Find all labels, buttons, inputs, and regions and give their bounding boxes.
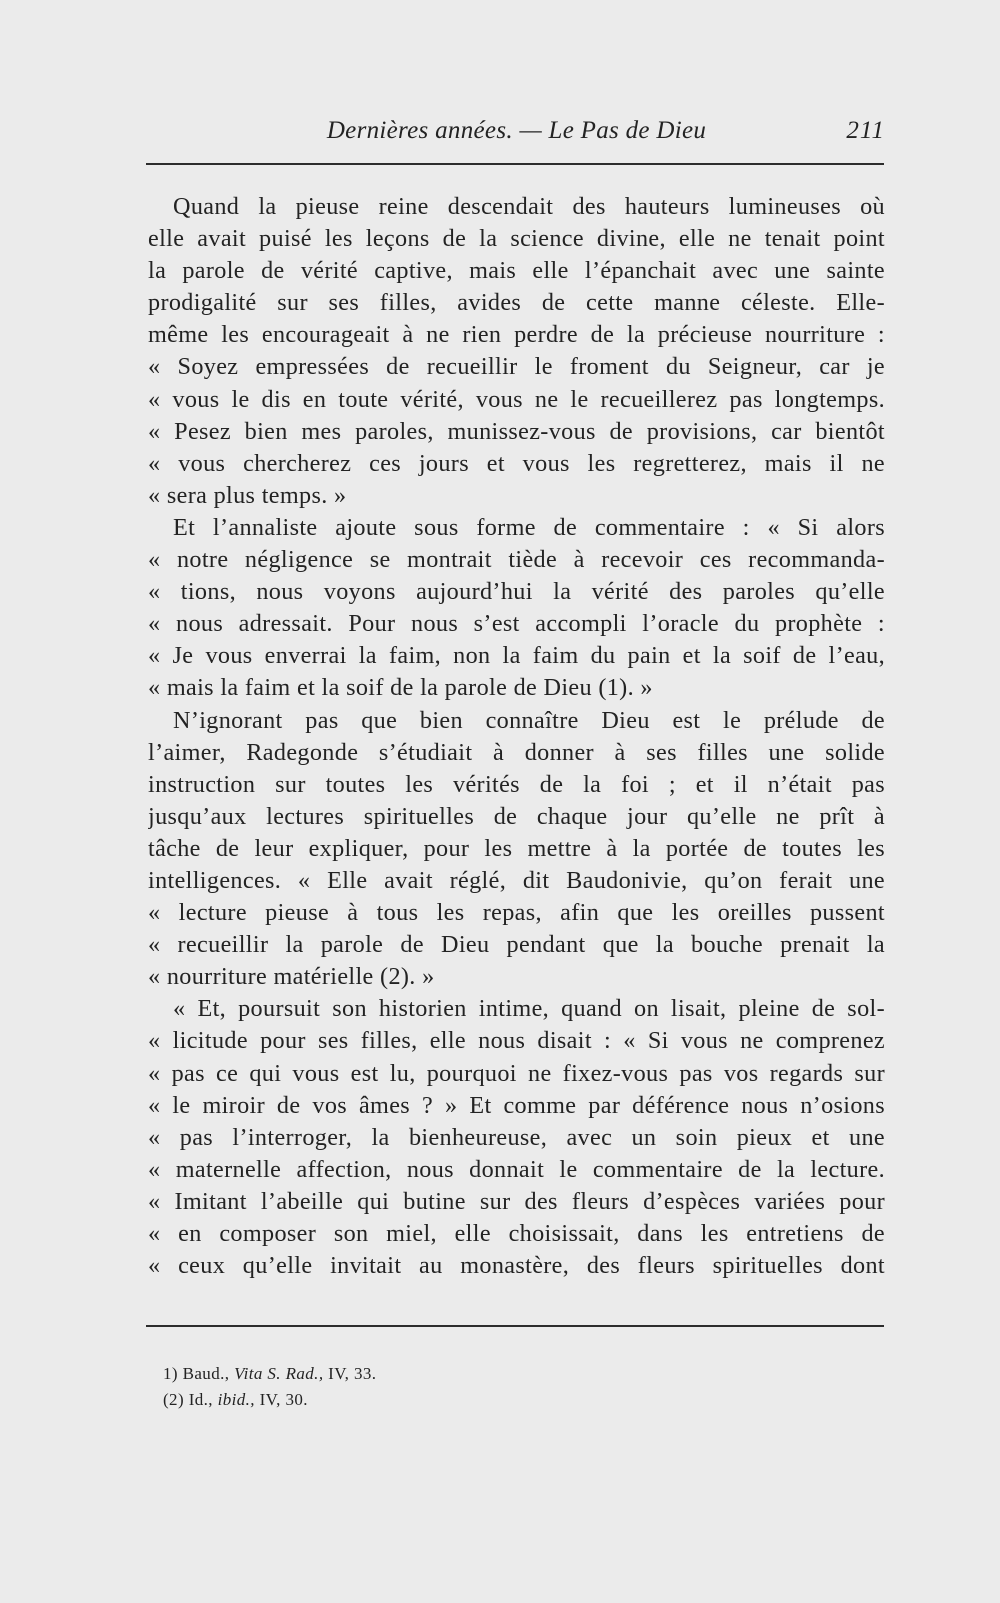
text-line: « pas ce qui vous est lu, pourquoi ne fixez-vous pas vos regards sur xyxy=(148,1059,885,1087)
footnote-work: ibid., xyxy=(217,1390,255,1409)
running-title: Dernières années. — Le Pas de Dieu xyxy=(326,117,707,144)
text-line: « le miroir de vos âmes ? » Et comme par déférence nous n’osions xyxy=(148,1091,885,1119)
text-line: « nourriture matérielle (2). » xyxy=(148,963,435,991)
text-line: tâche de leur expliquer, pour les mettre à la portée de toutes les xyxy=(148,834,885,862)
text-line: « en composer son miel, elle choisissait, dans les entretiens de xyxy=(148,1220,885,1247)
text-line: « vous chercherez ces jours et vous les regretterez, mais il ne xyxy=(148,449,885,477)
footnote-marker: 1) xyxy=(163,1364,178,1383)
header-rule xyxy=(146,163,884,165)
text-line: « ceux qu’elle invitait au monastère, des fleurs spirituelles dont xyxy=(148,1252,885,1280)
footnote xyxy=(163,1387,376,1413)
text-line: « vous le dis en toute vérité, vous ne le recueillerez pas longtemps. xyxy=(148,385,885,413)
footnote-work: Vita S. Rad., xyxy=(234,1364,324,1383)
text-line: Quand la pieuse reine descendait des hauteurs lumineuses où xyxy=(173,193,885,220)
running-head xyxy=(148,114,885,150)
footnote-ref: IV, 30. xyxy=(259,1390,308,1409)
text-line: jusqu’aux lectures spirituelles de chaque jour qu’elle ne prît à xyxy=(148,802,885,830)
text-line: « notre négligence se montrait tiède à recevoir ces recommanda- xyxy=(148,546,885,574)
text-line: « sera plus temps. » xyxy=(148,481,347,509)
text-line: l’aimer, Radegonde s’étudiait à donner à ses filles une solide xyxy=(148,738,885,766)
text-line: « maternelle affection, nous donnait le commentaire de la lecture. xyxy=(148,1155,885,1183)
text-line: « licitude pour ses filles, elle nous disait : « Si vous ne comprenez xyxy=(148,1027,885,1055)
text-line: même les encourageait à ne rien perdre de la précieuse nourriture : xyxy=(148,321,885,349)
text-line: la parole de vérité captive, mais elle l’épanchait avec une sainte xyxy=(148,257,885,285)
footnote-marker: (2) xyxy=(163,1390,185,1409)
footnote-ref: IV, 33. xyxy=(328,1364,377,1383)
text-line: elle avait puisé les leçons de la science divine, elle ne tenait point xyxy=(148,225,885,253)
text-line: Et l’annaliste ajoute sous forme de commentaire : « Si alors xyxy=(173,513,885,541)
text-line: « pas l’interroger, la bienheureuse, avec un soin pieux et une xyxy=(148,1123,885,1151)
text-line: « nous adressait. Pour nous s’est accompli l’oracle du prophète : xyxy=(148,610,885,638)
footnote xyxy=(163,1361,376,1387)
footnotes xyxy=(163,1361,376,1413)
page-number: 211 xyxy=(846,117,885,144)
text-line: « lecture pieuse à tous les repas, afin que les oreilles pussent xyxy=(148,899,885,927)
text-line: « recueillir la parole de Dieu pendant que la bouche prenait la xyxy=(148,931,885,959)
body-text xyxy=(148,191,885,1282)
text-line: prodigalité sur ses filles, avides de cette manne céleste. Elle- xyxy=(148,289,885,317)
text-line: « Je vous enverrai la faim, non la faim du pain et la soif de l’eau, xyxy=(148,642,885,670)
text-line: instruction sur toutes les vérités de la foi ; et il n’était pas xyxy=(148,770,885,798)
text-line: « Pesez bien mes paroles, munissez-vous de provisions, car bientôt xyxy=(148,417,885,445)
text-line: « Et, poursuit son historien intime, quand on lisait, pleine de sol- xyxy=(173,995,885,1023)
footnote-author: Id., xyxy=(188,1390,213,1409)
text-line: « mais la faim et la soif de la parole de Dieu (1). » xyxy=(148,674,653,702)
footnote-author: Baud., xyxy=(182,1364,230,1383)
text-line: « Imitant l’abeille qui butine sur des fleurs d’espèces variées pour xyxy=(148,1187,885,1215)
text-line: « Soyez empressées de recueillir le froment du Seigneur, car je xyxy=(148,353,885,381)
footnote-rule xyxy=(146,1325,884,1327)
text-line: intelligences. « Elle avait réglé, dit Baudonivie, qu’on ferait une xyxy=(148,866,885,894)
text-line: N’ignorant pas que bien connaître Dieu est le prélude de xyxy=(173,706,885,734)
text-line: « tions, nous voyons aujourd’hui la vérité des paroles qu’elle xyxy=(148,578,885,606)
